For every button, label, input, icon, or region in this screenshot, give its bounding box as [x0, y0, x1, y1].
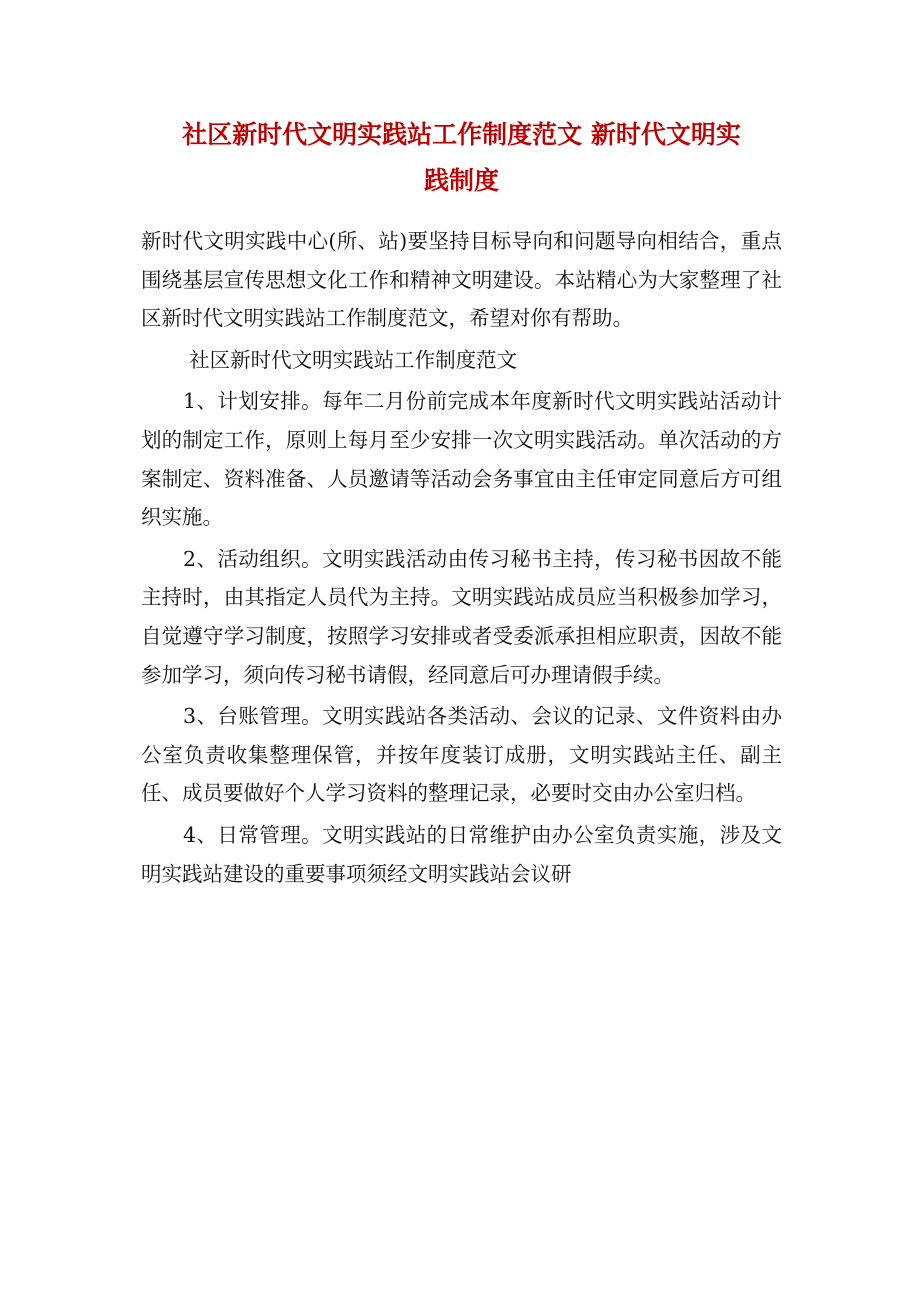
paragraph-2: 2、活动组织。文明实践活动由传习秘书主持，传习秘书因故不能主持时，由其指定人员代为主持。文明实践站成员应当积极参加学习，自觉遵守学习制度，按照学习安排或者受委派承担相应职责，因故不能参加学习，须向传习秘书请假，经同意后可办理请假手续。 [141, 546, 782, 687]
paragraph-4: 4、日常管理。文明实践站的日常维护由办公室负责实施，涉及文明实践站建设的重要事项须经文明实践站会议研 [141, 822, 782, 886]
intro-paragraph: 新时代文明实践中心(所、站)要坚持目标导向和问题导向相结合，重点围绕基层宣传思想文化工作和精神文明建设。本站精心为大家整理了社区新时代文明实践站工作制度范文，希望对你有帮助。 [141, 229, 782, 331]
title-line-1: 社区新时代文明实践站工作制度范文 新时代文明实 [182, 120, 741, 149]
section-subtitle: 社区新时代文明实践站工作制度范文 [189, 347, 518, 372]
paragraph-1: 1、计划安排。每年二月份前完成本年度新时代文明实践站活动计划的制定工作，原则上每月至少安排一次文明实践活动。单次活动的方案制定、资料准备、人员邀请等活动会务事宜由主任审定同意后方可组织实施。 [141, 389, 782, 530]
document-title [141, 112, 782, 222]
document-body [141, 222, 782, 893]
title-line-2: 践制度 [423, 166, 499, 195]
paragraph-3: 3、台账管理。文明实践站各类活动、会议的记录、文件资料由办公室负责收集整理保管，并按年度装订成册，文明实践站主任、副主任、成员要做好个人学习资料的整理记录，必要时交由办公室归档。 [141, 704, 782, 806]
